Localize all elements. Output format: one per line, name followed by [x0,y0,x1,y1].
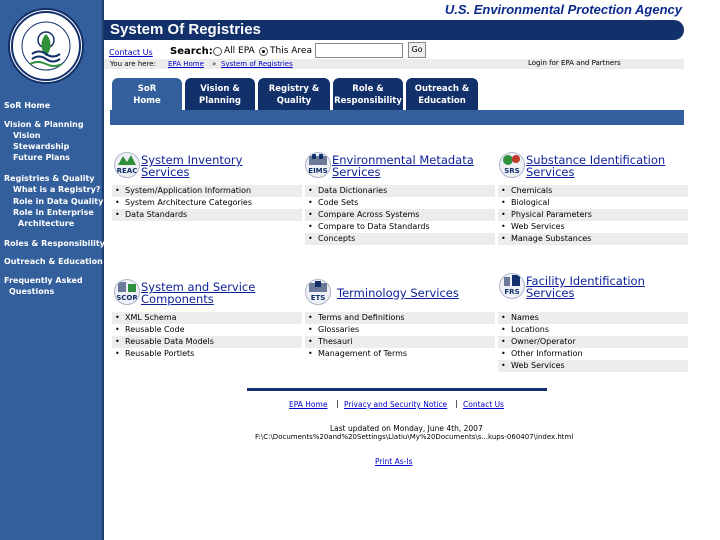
sidebar-item-role-enterprise-cont[interactable]: Architecture [18,219,75,228]
file-path-text: F:\C:\Documents%20and%20Settings\Llatiu\My%20Documents\s...kups-060407\index.html [255,433,574,441]
frs-icon[interactable] [499,273,525,299]
login-link[interactable]: Login for EPA and Partners [528,59,621,67]
section-title-terminology[interactable]: Terminology Services [337,286,459,300]
scor-icon-label: SCOR [116,294,138,302]
substance-id-list [498,185,688,245]
sidebar-item-outreach-education[interactable]: Outreach & Education [4,257,103,266]
list-item[interactable]: • Reusable Code [112,324,302,336]
facility-id-list [498,312,688,372]
eims-icon-label: EIMS [308,167,328,175]
section-title-system-service-2[interactable]: Components [141,292,214,306]
list-item[interactable]: • Thesauri [305,336,495,348]
breadcrumb-system-of-registries[interactable]: System of Registries [221,60,293,68]
sidebar-item-future-plans[interactable]: Future Plans [13,153,70,162]
list-item[interactable]: • Names [498,312,688,324]
ets-icon-label: ETS [310,294,326,302]
radio-this-area[interactable] [259,47,268,56]
sidebar-item-role-data-quality[interactable]: Role in Data Quality [13,197,104,206]
list-item[interactable]: • System/Application Information [112,185,302,197]
list-item[interactable]: • XML Schema [112,312,302,324]
srs-icon[interactable] [499,152,525,178]
reac-icon-label: REAC [116,167,138,175]
section-title-env-metadata-2[interactable]: Services [332,165,381,179]
sidebar-item-what-is-registry[interactable]: What is a Registry? [13,185,101,194]
section-title-system-inventory-2[interactable]: Services [141,165,190,179]
list-item[interactable]: • Chemicals [498,185,688,197]
tab-strip [110,110,684,125]
list-item[interactable]: • Manage Substances [498,233,688,245]
breadcrumb-epa-home[interactable]: EPA Home [168,60,204,68]
list-item[interactable]: • Compare to Data Standards [305,221,495,233]
title-bar [104,20,684,40]
footer-divider [247,388,547,391]
sidebar-item-vision-planning[interactable]: Vision & Planning [4,120,84,129]
sidebar-item-stewardship[interactable]: Stewardship [13,142,70,151]
epa-seal-logo[interactable] [8,8,84,84]
list-item[interactable]: • Data Standards [112,209,302,221]
env-metadata-list [305,185,495,245]
frs-icon-label: FRS [504,288,520,296]
print-as-is-link[interactable]: Print As-Is [375,457,413,466]
list-item[interactable]: • Terms and Definitions [305,312,495,324]
contact-us-link[interactable]: Contact Us [109,48,153,57]
section-title-system-inventory[interactable]: System Inventory [141,153,243,167]
list-item[interactable]: • Reusable Portlets [112,348,302,360]
list-item[interactable]: • Locations [498,324,688,336]
last-updated-text: Last updated on Monday, June 4th, 2007 [330,424,483,433]
list-item[interactable]: • Glossaries [305,324,495,336]
agency-name[interactable]: U.S. Environmental Protection Agency [444,2,682,17]
sidebar-item-vision[interactable]: Vision [13,131,41,140]
list-item[interactable]: • System Architecture Categories [112,197,302,209]
footer-epa-home-link[interactable]: EPA Home [289,400,328,409]
srs-icon-label: SRS [504,167,520,175]
list-item[interactable]: • Other Information [498,348,688,360]
list-item[interactable]: • Physical Parameters [498,209,688,221]
footer-privacy-link[interactable]: Privacy and Security Notice [344,400,448,409]
breadcrumb-prefix: You are here: [110,60,156,68]
system-inventory-list [112,185,302,221]
eims-icon[interactable] [305,152,331,178]
search-label: Search: [170,46,213,57]
tab-registry-quality[interactable]: Registry & Quality [258,78,330,110]
footer-contact-link[interactable]: Contact Us [463,400,504,409]
list-item[interactable]: • Owner/Operator [498,336,688,348]
list-item[interactable]: • Web Services [498,360,688,372]
footer-separator: | [336,399,339,408]
search-input[interactable] [315,43,403,58]
breadcrumb-separator: » [212,60,217,68]
list-item[interactable]: • Concepts [305,233,495,245]
list-item[interactable]: • Reusable Data Models [112,336,302,348]
sidebar-item-sor-home[interactable]: SoR Home [4,101,51,110]
tab-vision-planning[interactable]: Vision & Planning [185,78,255,110]
list-item[interactable]: • Code Sets [305,197,495,209]
section-title-env-metadata[interactable]: Environmental Metadata [332,153,474,167]
radio-all-epa[interactable] [213,47,222,56]
section-title-system-service[interactable]: System and Service [141,280,256,294]
section-title-facility-id-2[interactable]: Services [526,286,575,300]
scor-icon[interactable] [114,279,140,305]
sidebar-item-registries-quality[interactable]: Registries & Quality [4,174,95,183]
list-item[interactable]: • Web Services [498,221,688,233]
system-service-list [112,312,302,360]
go-button[interactable]: Go [408,42,426,58]
list-item[interactable]: • Biological [498,197,688,209]
sidebar-item-faq[interactable]: Frequently Asked [4,276,83,285]
sidebar-item-roles-responsibility[interactable]: Roles & Responsibility [4,239,105,248]
footer-separator: | [455,399,458,408]
sidebar-item-faq-cont[interactable]: Questions [9,287,55,296]
tab-sor-home[interactable]: SoR Home [112,78,182,125]
section-title-substance-id[interactable]: Substance Identification [526,153,666,167]
tab-outreach-education[interactable]: Outreach & Education [406,78,478,110]
section-title-substance-id-2[interactable]: Services [526,165,575,179]
sidebar-item-role-enterprise[interactable]: Role in Enterprise [13,208,94,217]
radio-all-epa-label: All EPA [224,46,255,56]
terminology-list [305,312,495,360]
page-title: System Of Registries [110,21,261,38]
tab-role-responsibility[interactable]: Role & Responsibility [333,78,403,110]
list-item[interactable]: • Data Dictionaries [305,185,495,197]
section-title-facility-id[interactable]: Facility Identification [526,274,645,288]
reac-icon[interactable] [114,152,140,178]
left-sidebar [0,0,104,540]
list-item[interactable]: • Management of Terms [305,348,495,360]
radio-this-area-label: This Area [270,46,312,56]
list-item[interactable]: • Compare Across Systems [305,209,495,221]
ets-icon[interactable] [305,279,331,305]
